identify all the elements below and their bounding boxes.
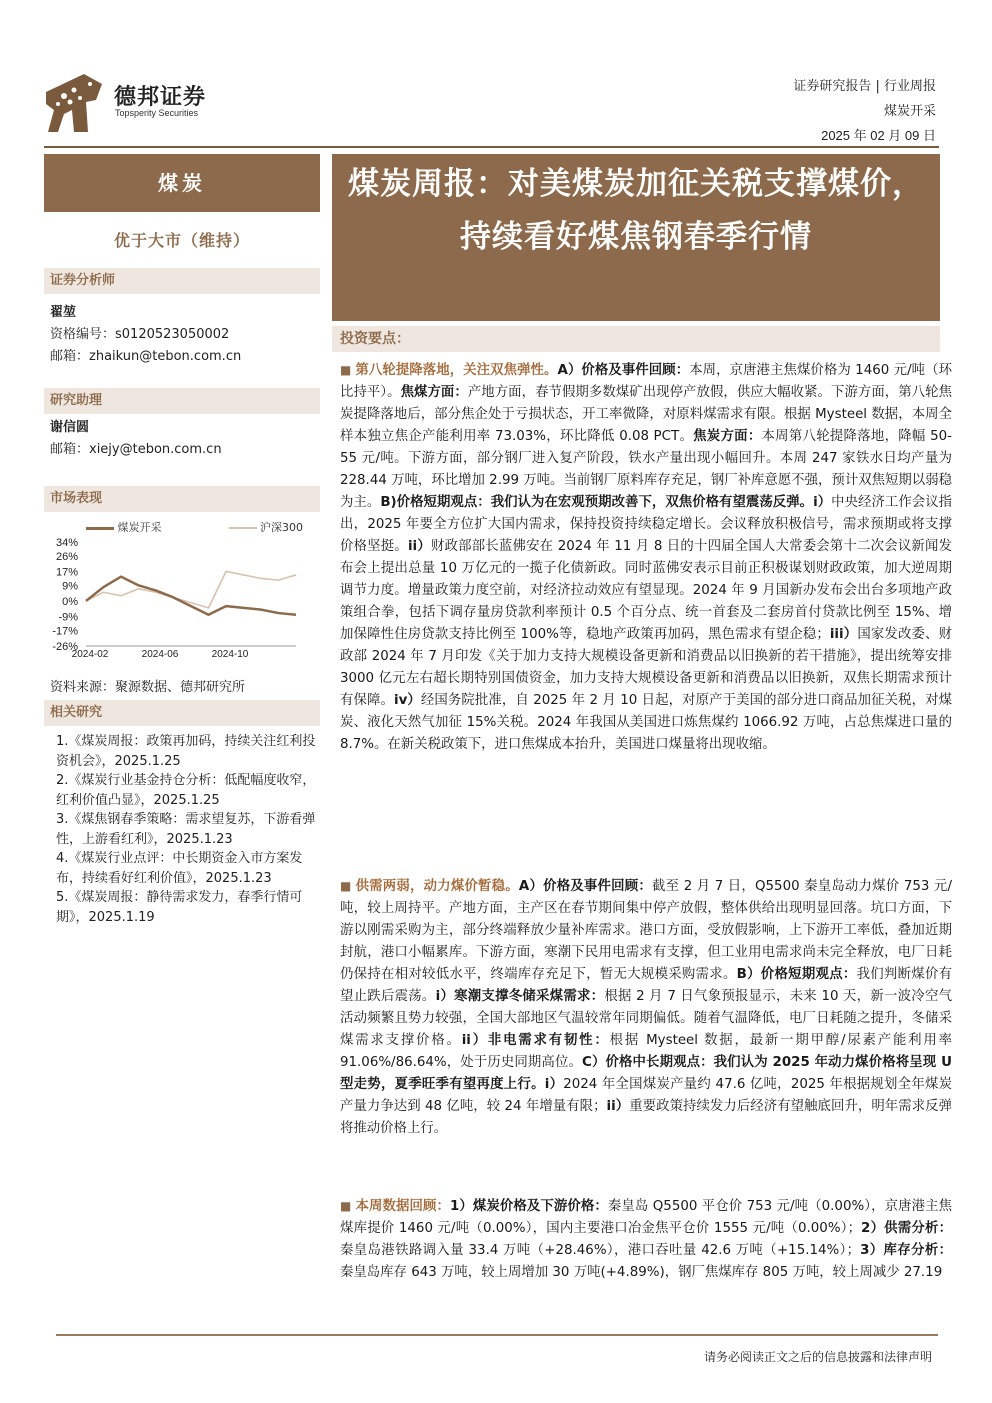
legend-label-coal: 煤炭开采 [117, 521, 162, 534]
assistant-info [50, 417, 222, 461]
assistant-section-header: 研究助理 [44, 388, 320, 414]
x-tick-label: 2024-02 [71, 649, 109, 660]
y-tick-label: -17% [52, 625, 78, 638]
bullet-icon: ■ [340, 1199, 352, 1213]
company-logo [44, 70, 104, 136]
paragraph-thermal-coal: ■ 供需两弱，动力煤价暂稳。A）价格及事件回顾：截至 2 月 7 日，Q5500 秦皇岛动力煤价 753 元/吨，较上周持平。产地方面，主产区在春节期间集中停产放假，整体供给出现明显回落。坑口方面，下游以刚需采购为主，部分终端释放少量补库需求。港口方面，受放假影响，上下游开工率低，叠加近期封航，港口小幅累库。下游方面，寒潮下民用电需求有支撑，但工业用电需求尚未完全释放，电厂日耗仍保持在相对较低水平，终端库存充足下，暂无大规模采购需求。B）价格短期观点：我们判断煤价有望止跌后震荡。i）寒潮支撑冬储采煤需求：根据 2 月 7 日气象预报显示，未来 10 天，新一波冷空气活动频繁且势力较强，全国大部地区气温较常年同期偏低。随着气温降低，电厂日耗随之提升，冬储采煤需求支撑价格。ii）非电需求有韧性：根据 Mysteel 数据，最新一期甲醇/尿素产能利用率 91.06%/86.64%，处于历史同期高位。C）价格中长期观点：我们认为 2025 年动力煤价格将呈现 U 型走势，夏季旺季有望再度上行。i）2024 年全国煤炭产量约 47.6 亿吨，2025 年根据规划全年煤炭产量力争达到 48 亿吨，较 24 年增量有限；ii）重要政策持续发力后经济有望触底回升，明年需求反弹将推动价格上行。 [340, 879, 953, 1136]
x-tick-label: 2024-10 [211, 649, 249, 660]
y-tick-label: 34% [55, 537, 78, 549]
market-performance-chart [50, 530, 320, 660]
y-tick-label: -9% [58, 611, 78, 624]
related-item[interactable]: 2.《煤炭行业基金持仓分析：低配幅度收窄，红利价值凸显》，2025.1.25 [56, 773, 316, 808]
related-item[interactable]: 4.《煤炭行业点评：中长期资金入市方案发布，持续看好红利价值》，2025.1.23 [56, 851, 303, 886]
brand-english-name: Topsperity Securities [115, 108, 199, 118]
assistant-name: 谢信圆 [50, 420, 90, 435]
report-type: 证券研究报告 | 行业周报 [793, 79, 936, 94]
y-tick-label: 17% [55, 566, 78, 579]
bullet-icon: ■ [340, 363, 352, 377]
paragraph-weekly-data: ■ 本周数据回顾：1）煤炭价格及下游价格：秦皇岛 Q5500 平仓价 753 元/吨（0.00%），京唐港主焦煤库提价 1460 元/吨（0.00%），国内主要港口冶金焦平仓价 1555 元/吨（0.00%）；2）供需分析：秦皇岛港铁路调入量 33.4 万吨（+28.46%），港口吞吐量 42.6 万吨（+15.14%）；3）库存分析：秦皇岛库存 643 万吨，较上周增加 30 万吨(+4.89%)，钢厂焦煤库存 805 万吨，较上周减少 27.19 [340, 1199, 952, 1280]
footer-disclaimer: 请务必阅读正文之后的信息披露和法律声明 [703, 1350, 932, 1364]
report-date: 2025 年 02 月 09 日 [821, 128, 936, 143]
assistant-email: 邮箱：xiejy@tebon.com.cn [50, 442, 222, 457]
analyst-name: 翟堃 [50, 305, 77, 320]
report-sector: 煤炭开采 [883, 104, 936, 119]
related-item[interactable]: 1.《煤炭周报：政策再加码，持续关注红利投资机会》，2025.1.25 [56, 734, 316, 769]
sector-banner: 煤炭 [44, 154, 320, 212]
related-item[interactable]: 3.《煤焦钢春季策略：需求望复苏，下游看弹性，上游看红利》，2025.1.23 [56, 812, 316, 847]
y-tick-label: 0% [62, 595, 78, 608]
x-tick-label: 2024-06 [141, 649, 179, 660]
y-tick-label: -26% [52, 641, 78, 653]
y-tick-label: 9% [62, 580, 78, 593]
analyst-email: 邮箱：zhaikun@tebon.com.cn [50, 349, 242, 364]
investment-highlights-header: 投资要点： [332, 326, 940, 352]
bullet-icon: ■ [340, 879, 352, 893]
rating: 优于大市（维持） [113, 231, 250, 250]
footer-divider [56, 1334, 938, 1336]
series-line [86, 571, 296, 607]
analyst-cert: 资格编号：s0120523050002 [50, 327, 230, 342]
brand-name: 德邦证券 [114, 85, 207, 110]
analyst-info [50, 302, 241, 368]
analyst-section-header: 证券分析师 [44, 268, 320, 294]
y-tick-label: 26% [55, 550, 78, 563]
paragraph-coking-coal: ■ 第八轮提降落地，关注双焦弹性。A）价格及事件回顾：本周，京唐港主焦煤价格为 1460 元/吨（环比持平）。焦煤方面：产地方面，春节假期多数煤矿出现停产放假，供应大幅收紧。下游方面，第八轮焦炭提降落地后，部分焦企处于亏损状态，开工率微降，对原料煤需求有限。根据 Mysteel 数据，本周全样本独立焦企产能利用率 73.03%，环比降低 0.08 PCT。焦炭方面：本周第八轮提降落地，降幅 50-55 元/吨。下游方面，部分钢厂进入复产阶段，铁水产量出现小幅回升。本周 247 家铁水日均产量为 228.44 万吨，环比增加 2.99 万吨。当前钢厂原料库存充足，钢厂补库意愿不强，预计双焦短期以弱稳为主。B)价格短期观点：我们认为在宏观预期改善下，双焦价格有望震荡反弹。i）中央经济工作会议指出，2025 年要全方位扩大国内需求，保持投资持续稳定增长。会议释放积极信号，需求预期或将支撑价格坚挺。ii）财政部部长蓝佛安在 2024 年 11 月 8 日的十四届全国人大常委会第十二次会议新闻发布会上提出总量 10 万亿元的一揽子化债新政。同时蓝佛安表示目前正积极谋划财政政策，加大逆周期调节力度。增量政策力度空前，对经济拉动效应有望显现。2024 年 9 月国新办发布会出台多项地产政策组合拳，包括下调存量房贷款利率预计 0.5 个百分点、统一首套及二套房首付贷款比例至 15%、增加保障性住房贷款支持比例至 100%等，稳地产政策再加码，黑色需求有望企稳；iii）国家发改委、财政部 2024 年 7 月印发《关于加力支持大规模设备更新和消费品以旧换新的若干措施》，提出统筹安排 3000 亿元左右超长期特别国债资金，加力支持大规模设备更新和消费品以旧换新，双焦长期需求预计有保障。iv）经国务院批准，自 2025 年 2 月 10 日起，对原产于美国的部分进口商品加征关税，对煤炭、液化天然气加征 15%关税。2024 年我国从美国进口炼焦煤约 1066.92 万吨，占总焦煤进口量的 8.7%。在新关税政策下，进口焦煤成本抬升，美国进口煤量将出现收缩。 [340, 363, 953, 752]
chart-source-note: 资料来源：聚源数据、德邦研究所 [50, 680, 246, 695]
related-section-header: 相关研究 [44, 700, 320, 726]
related-item[interactable]: 5.《煤炭周报：静待需求发力，春季行情可期》，2025.1.19 [56, 890, 303, 925]
report-title: 煤炭周报：对美煤炭加征关税支撑煤价，持续看好煤焦钢春季行情 [332, 154, 940, 321]
header-divider [44, 146, 939, 148]
legend-label-csi300: 沪深300 [260, 521, 303, 534]
market-section-header: 市场表现 [44, 486, 320, 512]
related-research-list [56, 732, 318, 927]
legend-line-csi300 [229, 527, 257, 529]
